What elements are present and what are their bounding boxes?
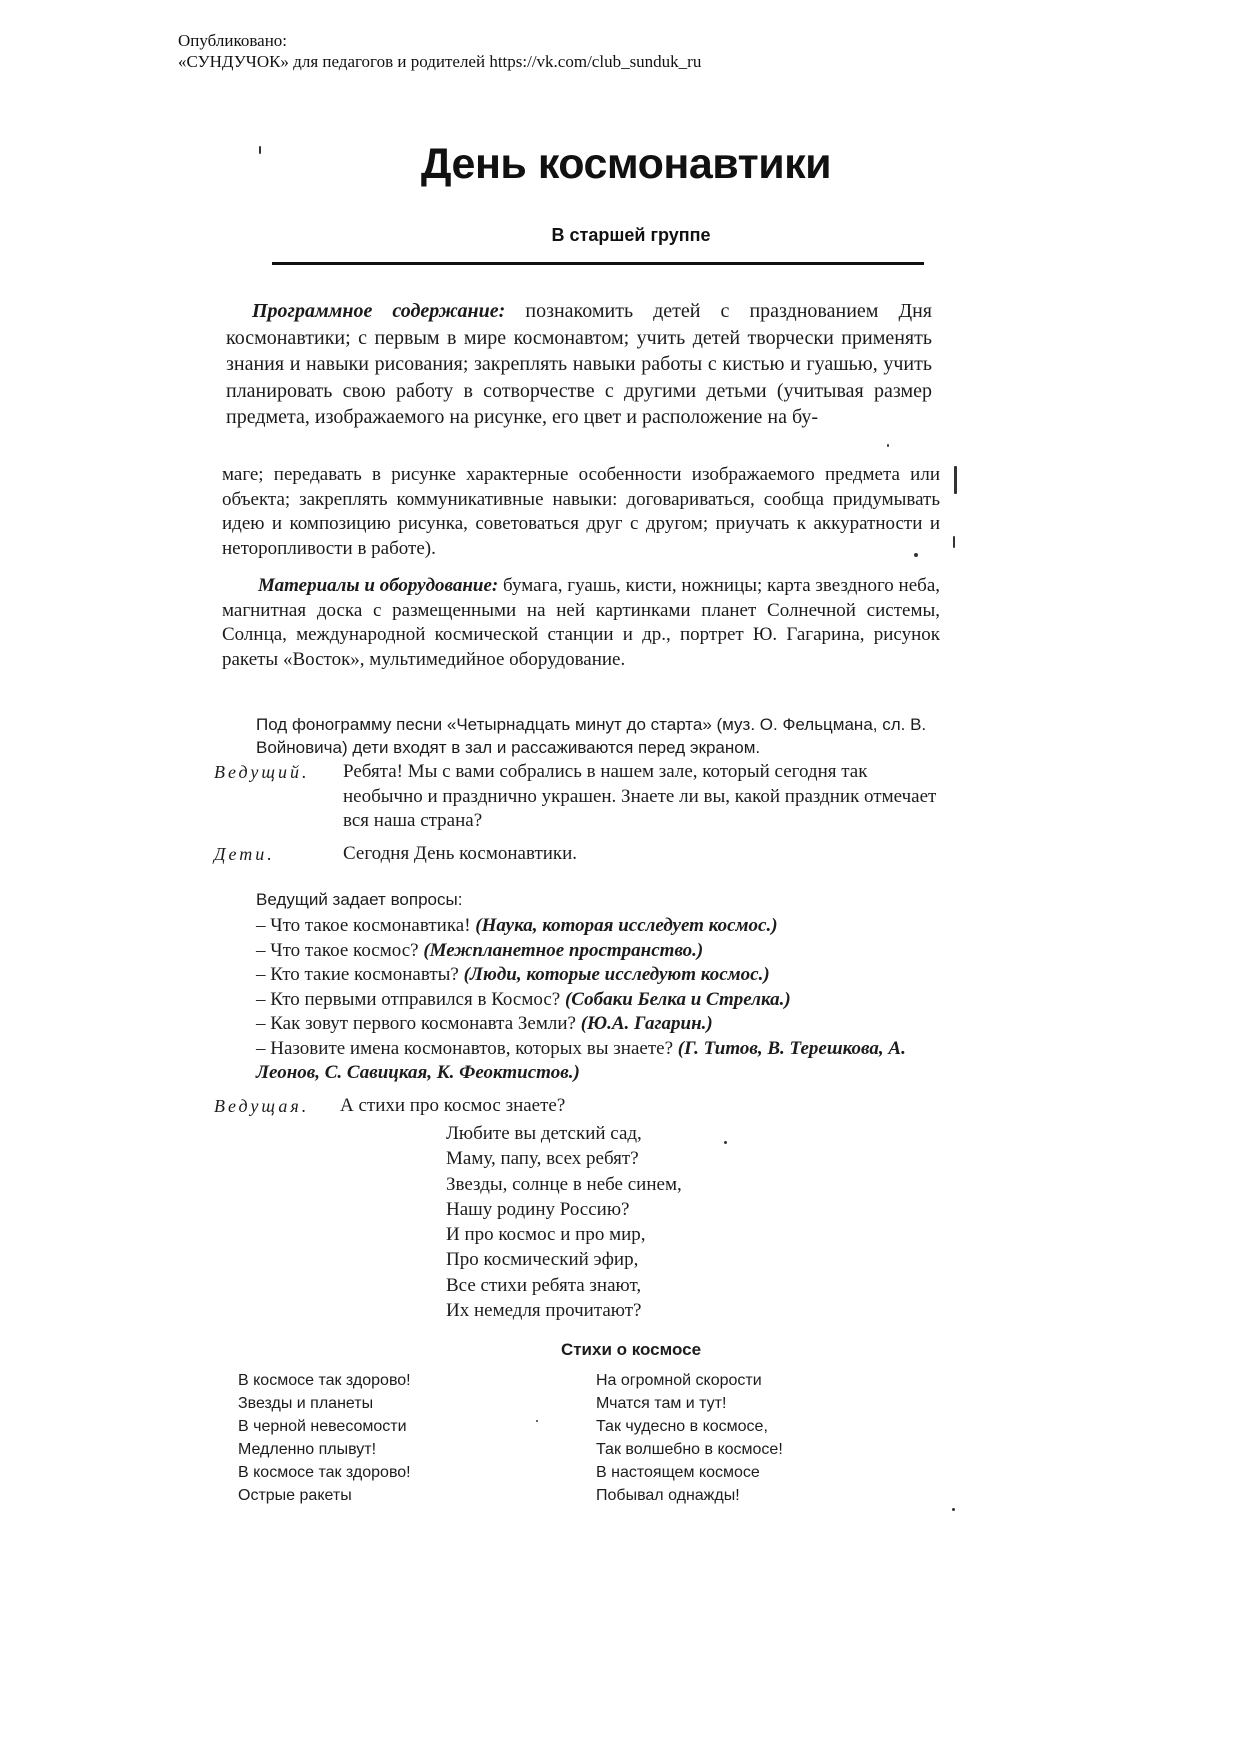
poem-line: Их немедля прочитают? — [446, 1300, 642, 1322]
question-text: – Что такое космос? — [256, 939, 424, 961]
verse-line: Мчатся там и тут! — [596, 1395, 727, 1412]
verse-line: В космосе так здорово! — [238, 1372, 411, 1389]
poem-line: Про космический эфир, — [446, 1249, 639, 1271]
question-text: – Что такое космонавтика! — [256, 915, 476, 936]
page-title: День космонавтики — [420, 140, 832, 188]
stage-direction: Под фонограмму песни «Четырнадцать минут до старта» (муз. О. Фельцмана, сл. В. Войновича) дети входят в зал и рассаживаются перед экраном. — [256, 715, 927, 757]
verse-right-column — [596, 1369, 783, 1507]
page-subtitle: В старшей группе — [551, 225, 711, 245]
program-paragraph-continued: маге; передавать в рисунке характерные особенности изображаемого предмета или объекта; закреплять коммуникативные навыки: договариваться, сообща придумывать идею и композицию рисунка, советоваться друг с другом; приучать к аккуратности и неторопливости в работе). — [222, 464, 940, 559]
scan-speck — [259, 146, 261, 154]
scan-speck — [536, 1420, 538, 1422]
question-text: – Кто такие космонавты? — [256, 964, 464, 985]
poem-line: Нашу родину Россию? — [446, 1198, 630, 1220]
answer-text: (Ю.А. Гагарин.) — [580, 1013, 713, 1034]
poem-line: Любите вы детский сад, — [446, 1123, 642, 1144]
materials-text: бумага, гуашь, кисти, ножницы; карта звездного неба, магнитная доска с размещенными на ней картинками планет Солнечной системы, Солнца, международной космической станции и др., портрет Ю. Гагарина, рисунок ракеты «Восток», мультимедийное оборудование. — [222, 575, 940, 670]
poem-line: Все стихи ребята знают, — [446, 1274, 642, 1296]
scan-speck — [954, 466, 957, 494]
poem — [446, 1121, 682, 1323]
question-text: – Как зовут первого космонавта Земли? — [256, 1013, 581, 1034]
program-label: Программное содержание: — [252, 300, 506, 322]
verse-line: Так волшебно в космосе! — [596, 1441, 783, 1458]
publication-note — [178, 30, 701, 72]
scan-speck — [724, 1141, 727, 1144]
verse-line: В черной невесомости — [238, 1418, 407, 1435]
hostess-line: А стихи про космос знаете? — [340, 1095, 566, 1116]
verse-line: Так чудесно в космосе, — [596, 1418, 768, 1435]
answer-text: (Г. Титов, В. Терешкова, А. Леонов, С. Савицкая, К. Феоктистов.) — [256, 1037, 906, 1083]
title-divider — [272, 262, 924, 265]
verse-line: На огромной скорости — [596, 1372, 762, 1389]
answer-text: (Наука, которая исследует космос.) — [475, 915, 778, 936]
materials-paragraph — [222, 574, 940, 672]
question-list — [256, 914, 940, 1086]
poem-line: И про космос и про мир, — [446, 1224, 646, 1246]
question-text: – Назовите имена космонавтов, которых вы знаете? — [256, 1037, 678, 1059]
materials-label: Материалы и оборудование: — [258, 575, 499, 596]
scan-speck — [887, 444, 889, 447]
verse-line: Звезды и планеты — [238, 1395, 374, 1412]
publication-label: Опубликовано: — [178, 31, 288, 50]
program-text-1: познакомить детей с празднованием Дня космонавтики; с первым в мире космонавтом; учить детей творчески применять знания и навыки рисования; закреплять навыки работы с кистью и гуашью, учить планировать свою работу в сотворчестве с другими детьми (учитывая размер предмета, изображаемого на рисунке, его цвет и расположение на бу- — [226, 300, 933, 428]
poem-line: Маму, папу, всех ребят? — [446, 1148, 639, 1170]
question-item — [256, 939, 940, 964]
verse-line: Побывал однажды! — [596, 1487, 740, 1504]
answer-text: (Межпланетное пространство.) — [423, 939, 704, 961]
children-line: Сегодня День космонавтики. — [343, 843, 578, 864]
verse-line: В настоящем космосе — [596, 1464, 760, 1481]
verse-line: В космосе так здорово! — [238, 1464, 411, 1481]
question-item — [220, 1037, 940, 1086]
speaker-hostess: Ведущая. — [214, 1096, 310, 1116]
question-item — [256, 963, 940, 988]
scan-speck — [914, 553, 918, 557]
poem-line: Звезды, солнце в небе синем, — [446, 1173, 682, 1195]
question-item — [256, 914, 940, 939]
host-line: Ребята! Мы с вами собрались в нашем зале, который сегодня так необычно и празднично украшен. Знаете ли вы, какой праздник отмечает вся наша страна? — [343, 761, 937, 831]
verses-heading: Стихи о космосе — [560, 1340, 702, 1359]
publication-source: «СУНДУЧОК» для педагогов и родителей https://vk.com/club_sunduk_ru — [178, 52, 702, 71]
speaker-children: Дети. — [214, 844, 275, 864]
question-text: – Кто первыми отправился в Космос? — [256, 988, 565, 1010]
program-paragraph — [226, 298, 932, 431]
speaker-host: Ведущий. — [214, 762, 310, 782]
answer-text: (Собаки Белка и Стрелка.) — [564, 988, 791, 1010]
scan-speck — [952, 1508, 955, 1511]
scan-speck — [953, 536, 955, 548]
verse-line: Медленно плывут! — [238, 1441, 377, 1458]
question-item — [256, 1012, 940, 1037]
question-item — [256, 988, 940, 1013]
verse-line: Острые ракеты — [238, 1487, 352, 1504]
questions-intro: Ведущий задает вопросы: — [256, 890, 463, 909]
verse-left-column — [238, 1369, 411, 1507]
answer-text: (Люди, которые исследуют космос.) — [463, 964, 770, 985]
